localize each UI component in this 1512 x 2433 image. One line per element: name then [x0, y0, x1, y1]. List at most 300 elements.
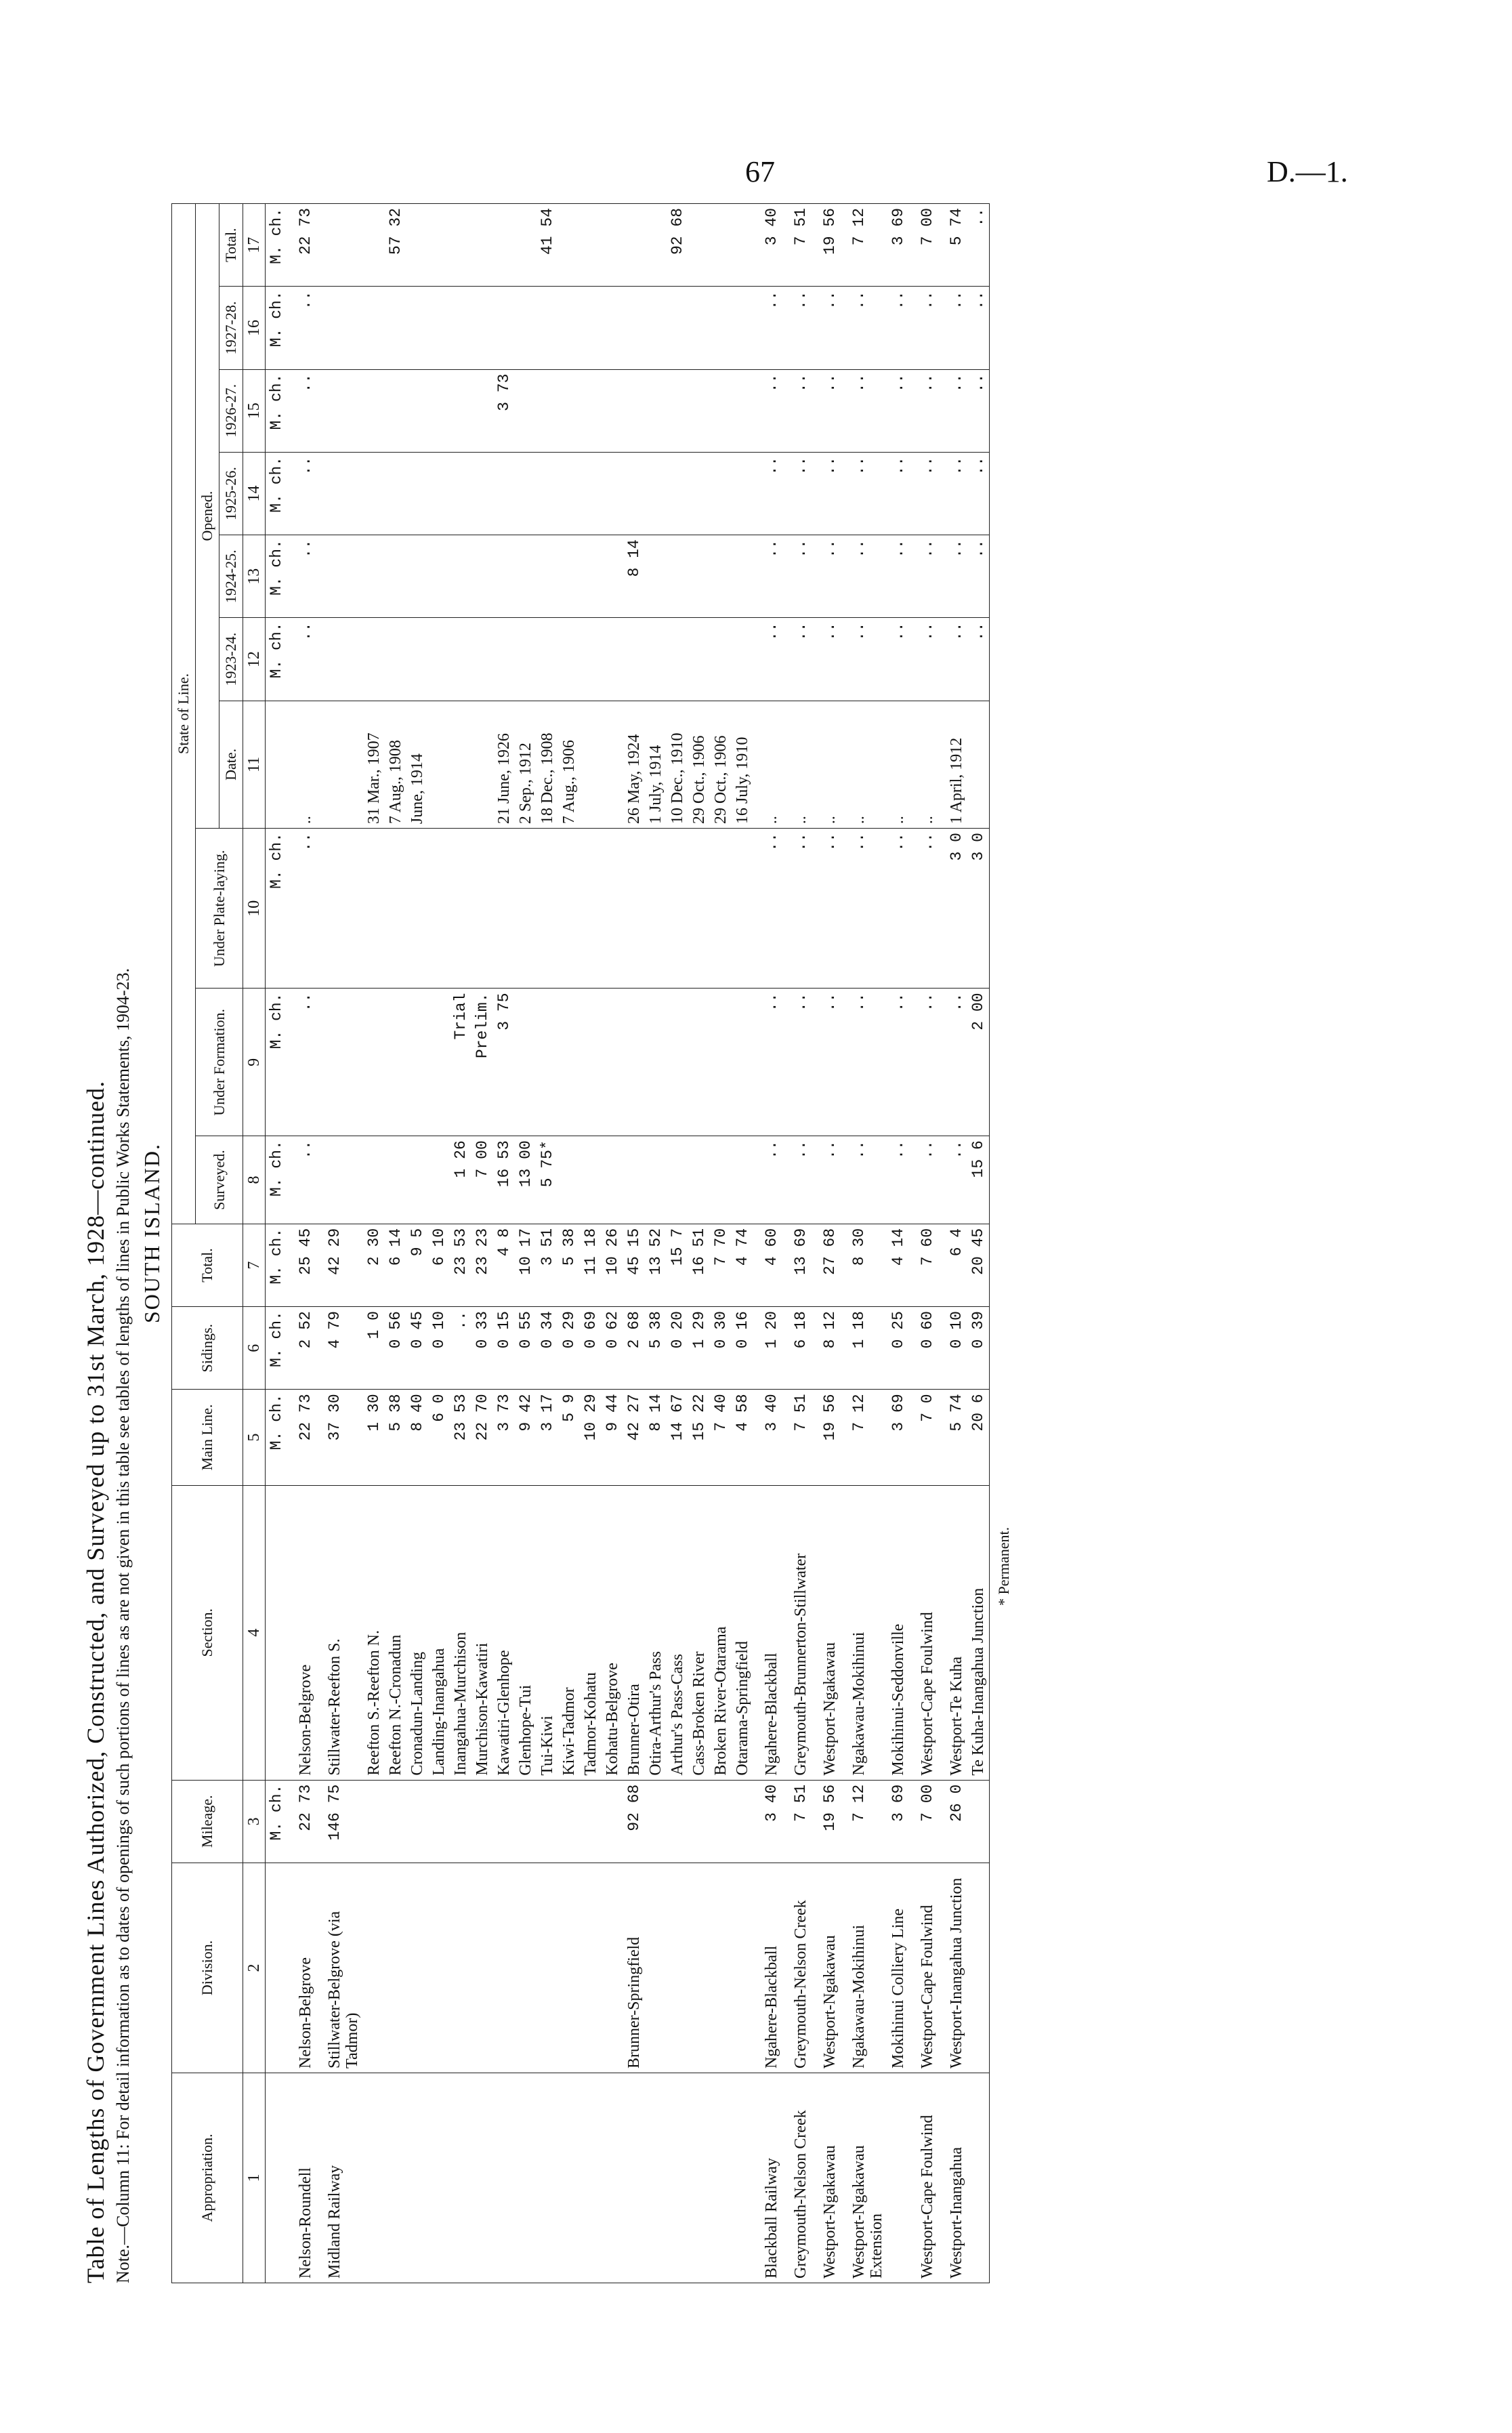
cell-1925 — [385, 452, 406, 535]
cell-total: 23 23 — [471, 1224, 493, 1306]
cell-date: .. — [287, 701, 316, 828]
cell-main-line: 3 69 — [887, 1390, 909, 1485]
cell-section: Cronadun-Landing — [406, 1485, 428, 1780]
cell-appropriation — [645, 2073, 667, 2283]
cell-date: .. — [782, 701, 812, 828]
column-number: 14 — [243, 452, 266, 535]
cell-sidings: .. — [450, 1307, 471, 1390]
unit-label: M. ch. — [266, 1780, 288, 1863]
cell-appropriation: Westport-Inangahua — [938, 2073, 967, 2283]
cell-division — [537, 1863, 558, 2073]
table-row — [287, 204, 316, 2283]
cell-1923 — [667, 618, 688, 701]
cell-sidings: 0 20 — [667, 1307, 688, 1390]
cell-main-line: 9 44 — [602, 1390, 623, 1485]
cell-1924 — [580, 535, 602, 618]
cell-under-platelaying — [732, 829, 753, 989]
cell-division — [688, 1863, 710, 2073]
cell-1924 — [688, 535, 710, 618]
cell-1927 — [363, 287, 385, 369]
cell-division: Ngakawau-Mokihinui — [841, 1863, 887, 2073]
cell-date: 7 Aug., 1908 — [385, 701, 406, 828]
cell-division — [493, 1863, 515, 2073]
cell-section: Nelson-Belgrove — [287, 1485, 316, 1780]
cell-opened-total — [688, 204, 710, 287]
cell-1923 — [406, 618, 428, 701]
cell-under-platelaying — [623, 829, 645, 989]
cell-main-line: 14 67 — [667, 1390, 688, 1485]
cell-mileage — [667, 1780, 688, 1863]
cell-section: Greymouth-Brunnerton-Stillwater — [782, 1485, 812, 1780]
cell-1923 — [428, 618, 450, 701]
cell-sidings: 0 16 — [732, 1307, 753, 1390]
cell-1927: .. — [812, 287, 841, 369]
cell-main-line: 10 29 — [580, 1390, 602, 1485]
cell-section: Kohatu-Belgrove — [602, 1485, 623, 1780]
cell-1925 — [645, 452, 667, 535]
column-number: 1 — [243, 2073, 266, 2283]
cell-division — [602, 1863, 623, 2073]
cell-under-platelaying — [558, 829, 580, 989]
cell-total: 4 74 — [732, 1224, 753, 1306]
cell-opened-total — [623, 204, 645, 287]
cell-1923 — [602, 618, 623, 701]
cell-opened-total — [645, 204, 667, 287]
cell-division — [385, 1863, 406, 2073]
cell-1926: 3 73 — [493, 369, 515, 452]
cell-main-line: 3 17 — [537, 1390, 558, 1485]
cell-1924: .. — [782, 535, 812, 618]
table-row — [406, 204, 428, 2283]
cell-division — [645, 1863, 667, 2073]
cell-under-formation — [515, 989, 537, 1136]
cell-1924: .. — [909, 535, 938, 618]
cell-1927 — [558, 287, 580, 369]
table-title: Table of Lengths of Government Lines Authorized, Constructed, and Surveyed up to 31st March, 1928—continued. — [82, 1080, 109, 2283]
cell-division: Westport-Ngakawau — [812, 1863, 841, 2073]
cell-date: 7 Aug., 1906 — [558, 701, 580, 828]
cell-division: Westport-Inangahua Junction — [938, 1863, 967, 2073]
cell-mileage: 7 51 — [782, 1780, 812, 1863]
cell-opened-total: 7 51 — [782, 204, 812, 287]
cell-1923 — [537, 618, 558, 701]
cell-date: 2 Sep., 1912 — [515, 701, 537, 828]
unit-label: M. ch. — [266, 1224, 288, 1306]
cell-sidings: 0 55 — [515, 1307, 537, 1390]
cell-appropriation: Westport-Ngakawau — [812, 2073, 841, 2283]
cell-main-line: 9 42 — [515, 1390, 537, 1485]
cell-opened-total — [558, 204, 580, 287]
cell-appropriation — [710, 2073, 732, 2283]
cell-sidings: 1 18 — [841, 1307, 887, 1390]
cell-surveyed — [363, 1136, 385, 1224]
cell-date: 1 April, 1912 — [938, 701, 967, 828]
column-number: 9 — [243, 989, 266, 1136]
table-row — [602, 204, 623, 2283]
cell-under-platelaying — [406, 829, 428, 989]
cell-date: .. — [753, 701, 782, 828]
cell-under-platelaying — [645, 829, 667, 989]
cell-main-line: 3 40 — [753, 1390, 782, 1485]
cell-total: 6 14 — [385, 1224, 406, 1306]
cell-1923: .. — [887, 618, 909, 701]
cell-1927 — [645, 287, 667, 369]
cell-division — [515, 1863, 537, 2073]
cell-under-platelaying — [515, 829, 537, 989]
cell-surveyed: .. — [287, 1136, 316, 1224]
cell-1926 — [428, 369, 450, 452]
cell-mileage — [428, 1780, 450, 1863]
cell-section: Otarama-Springfield — [732, 1485, 753, 1780]
cell-under-formation: .. — [812, 989, 841, 1136]
cell-1927 — [316, 287, 363, 369]
table-row — [316, 204, 363, 2283]
cell-date — [428, 701, 450, 828]
cell-1925 — [623, 452, 645, 535]
cell-1927 — [471, 287, 493, 369]
cell-1923: .. — [909, 618, 938, 701]
cell-under-formation: 2 00 — [967, 989, 990, 1136]
cell-1923: .. — [753, 618, 782, 701]
cell-appropriation — [967, 2073, 990, 2283]
column-number: 16 — [243, 287, 266, 369]
cell-surveyed: 16 53 — [493, 1136, 515, 1224]
cell-total: 9 5 — [406, 1224, 428, 1306]
cell-surveyed: 1 26 — [450, 1136, 471, 1224]
cell-under-platelaying — [385, 829, 406, 989]
cell-under-platelaying: .. — [909, 829, 938, 989]
column-number-row — [243, 204, 266, 2283]
cell-under-platelaying: .. — [782, 829, 812, 989]
table-row — [812, 204, 841, 2283]
header-opened: Opened. — [196, 204, 219, 829]
cell-division: Mokihinui Colliery Line — [887, 1863, 909, 2073]
table-row — [938, 204, 967, 2283]
cell-division — [450, 1863, 471, 2073]
cell-under-formation — [580, 989, 602, 1136]
cell-appropriation — [450, 2073, 471, 2283]
cell-surveyed — [688, 1136, 710, 1224]
cell-1925 — [667, 452, 688, 535]
cell-section: Ngahere-Blackball — [753, 1485, 782, 1780]
cell-mileage — [710, 1780, 732, 1863]
cell-1925: .. — [287, 452, 316, 535]
cell-total: 4 60 — [753, 1224, 782, 1306]
cell-total: 42 29 — [316, 1224, 363, 1306]
cell-under-platelaying — [428, 829, 450, 989]
cell-section: Cass-Broken River — [688, 1485, 710, 1780]
cell-total: 7 70 — [710, 1224, 732, 1306]
cell-main-line: 3 73 — [493, 1390, 515, 1485]
unit-label: M. ch. — [266, 535, 288, 618]
table-row — [909, 204, 938, 2283]
cell-date: 16 July, 1910 — [732, 701, 753, 828]
cell-1925 — [471, 452, 493, 535]
cell-1923 — [363, 618, 385, 701]
cell-under-formation — [385, 989, 406, 1136]
cell-1924: .. — [841, 535, 887, 618]
cell-date — [471, 701, 493, 828]
cell-date — [602, 701, 623, 828]
table-row — [363, 204, 385, 2283]
cell-opened-total: 22 73 — [287, 204, 316, 287]
cell-1923 — [316, 618, 363, 701]
table-row — [645, 204, 667, 2283]
cell-1927: .. — [967, 287, 990, 369]
cell-sidings: 0 39 — [967, 1307, 990, 1390]
table-subtitle: SOUTH ISLAND. — [140, 1143, 164, 1323]
cell-under-platelaying: 3 0 — [938, 829, 967, 989]
cell-total: 7 60 — [909, 1224, 938, 1306]
column-number: 12 — [243, 618, 266, 701]
cell-mileage — [688, 1780, 710, 1863]
cell-sidings: 0 10 — [428, 1307, 450, 1390]
header-opened-total: Total. — [219, 204, 243, 287]
cell-mileage — [406, 1780, 428, 1863]
cell-mileage — [645, 1780, 667, 1863]
column-number: 13 — [243, 535, 266, 618]
cell-under-platelaying — [602, 829, 623, 989]
cell-opened-total: 7 00 — [909, 204, 938, 287]
cell-1923 — [471, 618, 493, 701]
cell-1927 — [385, 287, 406, 369]
cell-appropriation — [515, 2073, 537, 2283]
cell-1923 — [732, 618, 753, 701]
cell-under-formation: Trial — [450, 989, 471, 1136]
table-row — [493, 204, 515, 2283]
cell-total: 8 30 — [841, 1224, 887, 1306]
cell-1924 — [493, 535, 515, 618]
cell-1925: .. — [887, 452, 909, 535]
cell-sidings: 0 29 — [558, 1307, 580, 1390]
cell-1924 — [428, 535, 450, 618]
cell-division: Greymouth-Nelson Creek — [782, 1863, 812, 2073]
cell-opened-total — [732, 204, 753, 287]
cell-1923: .. — [938, 618, 967, 701]
cell-section: Kawatiri-Glenhope — [493, 1485, 515, 1780]
cell-1927: .. — [782, 287, 812, 369]
cell-under-formation — [710, 989, 732, 1136]
cell-sidings: 0 62 — [602, 1307, 623, 1390]
cell-date — [450, 701, 471, 828]
cell-sidings: 1 20 — [753, 1307, 782, 1390]
cell-appropriation — [493, 2073, 515, 2283]
cell-1926 — [667, 369, 688, 452]
cell-section: Westport-Cape Foulwind — [909, 1485, 938, 1780]
cell-mileage — [493, 1780, 515, 1863]
cell-opened-total — [428, 204, 450, 287]
cell-date: 29 Oct., 1906 — [710, 701, 732, 828]
cell-opened-total — [406, 204, 428, 287]
table-body — [243, 204, 990, 2283]
cell-1926 — [450, 369, 471, 452]
cell-total: 3 51 — [537, 1224, 558, 1306]
cell-appropriation — [537, 2073, 558, 2283]
cell-appropriation — [732, 2073, 753, 2283]
cell-1925: .. — [909, 452, 938, 535]
cell-mileage: 19 56 — [812, 1780, 841, 1863]
cell-opened-total: 5 74 — [938, 204, 967, 287]
header-division: Division. — [172, 1863, 243, 2073]
table-row — [732, 204, 753, 2283]
cell-mileage: 92 68 — [623, 1780, 645, 1863]
cell-1926 — [537, 369, 558, 452]
cell-under-platelaying — [580, 829, 602, 989]
header-state-of-line: State of Line. — [172, 204, 196, 1224]
cell-1927: .. — [841, 287, 887, 369]
cell-opened-total — [316, 204, 363, 287]
cell-sidings: 0 69 — [580, 1307, 602, 1390]
cell-1925 — [732, 452, 753, 535]
cell-mileage: 7 00 — [909, 1780, 938, 1863]
cell-1923 — [623, 618, 645, 701]
cell-opened-total: 7 12 — [841, 204, 887, 287]
document-reference: D.—1. — [1267, 155, 1348, 188]
cell-under-formation — [316, 989, 363, 1136]
unit-label: M. ch. — [266, 989, 288, 1136]
cell-section: Westport-Ngakawau — [812, 1485, 841, 1780]
cell-total: 15 7 — [667, 1224, 688, 1306]
cell-main-line: 42 27 — [623, 1390, 645, 1485]
cell-opened-total — [602, 204, 623, 287]
cell-under-platelaying — [493, 829, 515, 989]
cell-1924: 8 14 — [623, 535, 645, 618]
unit-label: M. ch. — [266, 829, 288, 989]
cell-under-formation — [558, 989, 580, 1136]
header-1925: 1925-26. — [219, 452, 243, 535]
cell-date: 21 June, 1926 — [493, 701, 515, 828]
cell-1927: .. — [287, 287, 316, 369]
cell-mileage: 146 75 — [316, 1780, 363, 1863]
cell-1927: .. — [909, 287, 938, 369]
table-row — [967, 204, 990, 2283]
cell-mileage: 3 40 — [753, 1780, 782, 1863]
cell-sidings: 2 68 — [623, 1307, 645, 1390]
cell-division: Stillwater-Belgrove (via Tadmor) — [316, 1863, 363, 2073]
header-1923: 1923-24. — [219, 618, 243, 701]
cell-sidings: 0 33 — [471, 1307, 493, 1390]
cell-1925 — [558, 452, 580, 535]
cell-appropriation: Nelson-Roundell — [287, 2073, 316, 2283]
cell-under-formation: .. — [753, 989, 782, 1136]
table-row — [887, 204, 909, 2283]
table-row — [841, 204, 887, 2283]
table-row — [667, 204, 688, 2283]
cell-main-line: 8 14 — [645, 1390, 667, 1485]
cell-date — [967, 701, 990, 828]
cell-opened-total — [580, 204, 602, 287]
table-row — [385, 204, 406, 2283]
cell-1927 — [537, 287, 558, 369]
cell-surveyed: .. — [782, 1136, 812, 1224]
cell-1927 — [667, 287, 688, 369]
cell-sidings: 2 52 — [287, 1307, 316, 1390]
cell-1926 — [732, 369, 753, 452]
cell-1924 — [363, 535, 385, 618]
cell-section: Ngakawau-Mokihinui — [841, 1485, 887, 1780]
cell-section: Reefton N.-Cronadun — [385, 1485, 406, 1780]
cell-1926 — [363, 369, 385, 452]
cell-1924 — [537, 535, 558, 618]
cell-1923: .. — [812, 618, 841, 701]
header-under-platelaying: Under Plate-laying. — [196, 829, 243, 989]
cell-1927 — [623, 287, 645, 369]
cell-1926: .. — [909, 369, 938, 452]
cell-date: .. — [812, 701, 841, 828]
cell-1923: .. — [841, 618, 887, 701]
cell-sidings: 5 38 — [645, 1307, 667, 1390]
column-number: 10 — [243, 829, 266, 989]
cell-sidings: 1 29 — [688, 1307, 710, 1390]
cell-under-platelaying: .. — [812, 829, 841, 989]
cell-1926 — [471, 369, 493, 452]
cell-1927 — [732, 287, 753, 369]
cell-surveyed — [710, 1136, 732, 1224]
cell-under-formation: .. — [287, 989, 316, 1136]
cell-total: 23 53 — [450, 1224, 471, 1306]
cell-mileage — [515, 1780, 537, 1863]
cell-appropriation: Westport-Ngakawau Extension — [841, 2073, 887, 2283]
table-row — [471, 204, 493, 2283]
cell-date — [316, 701, 363, 828]
cell-division: Nelson-Belgrove — [287, 1863, 316, 2073]
cell-division — [363, 1863, 385, 2073]
cell-1926: .. — [812, 369, 841, 452]
cell-appropriation: Westport-Cape Foulwind — [909, 2073, 938, 2283]
table-row — [688, 204, 710, 2283]
cell-under-formation — [667, 989, 688, 1136]
cell-1927 — [493, 287, 515, 369]
unit-label: M. ch. — [266, 1390, 288, 1485]
cell-date: 31 Mar., 1907 — [363, 701, 385, 828]
cell-under-formation — [732, 989, 753, 1136]
cell-total: 45 15 — [623, 1224, 645, 1306]
cell-opened-total: 3 40 — [753, 204, 782, 287]
cell-surveyed: 7 00 — [471, 1136, 493, 1224]
unit-label: M. ch. — [266, 369, 288, 452]
unit-label: M. ch. — [266, 287, 288, 369]
cell-total: 10 17 — [515, 1224, 537, 1306]
cell-main-line: 7 12 — [841, 1390, 887, 1485]
cell-appropriation — [667, 2073, 688, 2283]
cell-1927 — [515, 287, 537, 369]
cell-1925 — [316, 452, 363, 535]
cell-total: 5 38 — [558, 1224, 580, 1306]
cell-division: Brunner-Springfield — [623, 1863, 645, 2073]
cell-date — [580, 701, 602, 828]
cell-surveyed: .. — [938, 1136, 967, 1224]
column-number: 11 — [243, 701, 266, 828]
column-number: 6 — [243, 1307, 266, 1390]
cell-division — [732, 1863, 753, 2073]
cell-surveyed — [580, 1136, 602, 1224]
cell-appropriation — [428, 2073, 450, 2283]
cell-under-formation — [688, 989, 710, 1136]
cell-1925: .. — [753, 452, 782, 535]
cell-surveyed: 13 00 — [515, 1136, 537, 1224]
cell-1923 — [558, 618, 580, 701]
cell-under-platelaying: .. — [887, 829, 909, 989]
table-row — [753, 204, 782, 2283]
header-surveyed: Surveyed. — [196, 1136, 243, 1224]
cell-section: Glenhope-Tui — [515, 1485, 537, 1780]
cell-section: Broken River-Otarama — [710, 1485, 732, 1780]
cell-sidings: 0 30 — [710, 1307, 732, 1390]
cell-under-formation — [623, 989, 645, 1136]
cell-sidings: 4 79 — [316, 1307, 363, 1390]
cell-opened-total — [710, 204, 732, 287]
cell-date: .. — [909, 701, 938, 828]
